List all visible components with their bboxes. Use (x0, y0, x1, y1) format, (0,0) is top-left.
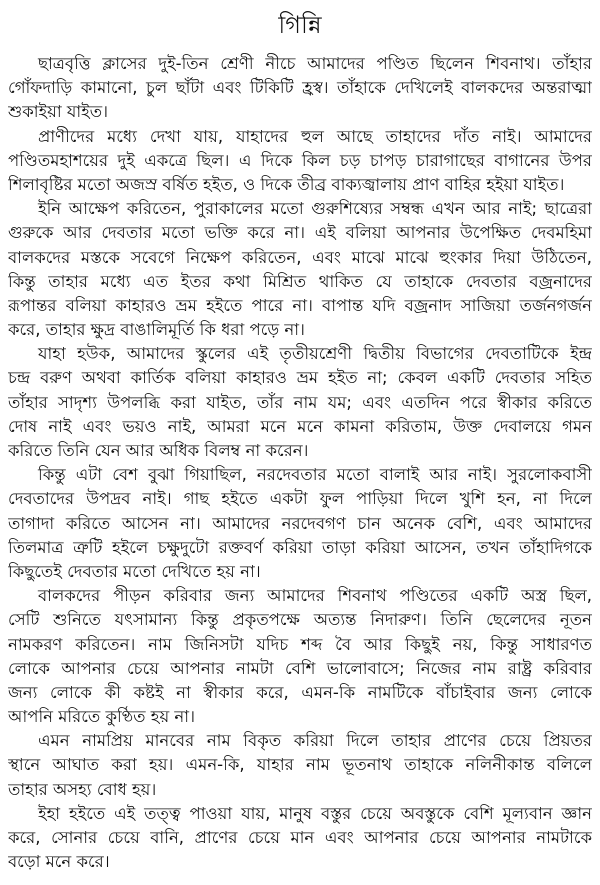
text-line: আপনি মরিতে কুণ্ঠিত হয় না। (8, 707, 195, 727)
text-line: সেটি শুনিতে যৎসামান্য কিন্তু প্রকৃতপক্ষে অত্যন্ত নিদারুণ। তিনি ছেলেদের নূতন (8, 610, 592, 630)
text-line: জন্য লোকে কী কষ্টই না স্বীকার করে, এমন-কি নামটিকে বাঁচাইবার জন্য লোকে (8, 682, 592, 702)
text-line: চন্দ্র বরুণ অথবা কার্তিক বলিয়া কাহারও ভ্রম হইত না; কেবল একটি দেবতার সহিত (8, 368, 592, 388)
text-line: কিন্তু তাহার মধ্যে এত ইতর কথা মিশ্রিত থাকিত যে তাহাকে দেবতার বজ্রনাদের (8, 271, 592, 291)
text-line: তিলমাত্র ত্রুটি হইলে চক্ষুদুটো রক্তবর্ণ করিয়া তাড়া করিয়া আসেন, তখন তাঁহাদিগকে (8, 537, 592, 557)
text-line: করে, তাহার ক্ষুদ্র বাঙালিমূর্তি কি ধরা পড়ে না। (8, 320, 305, 340)
text-line: শুকাইয়া যাইত। (8, 102, 109, 122)
text-line: ইহা হইতে এই তত্ত্ব পাওয়া যায়, মানুষ বস্তুর চেয়ে অবস্তুকে বেশি মূল্যবান জ্ঞান (38, 803, 592, 823)
text-line: স্থানে আঘাত করা হয়। এমন-কি, যাহার নাম ভূতনাথ তাহাকে নলিনীকান্ত বলিলে (8, 755, 592, 775)
text-line: লোকে আপনার চেয়ে আপনার নামটা বেশি ভালোবাসে; নিজের নাম রাষ্ট্র করিবার (8, 658, 592, 678)
text-line: এমন নামপ্রিয় মানবের নাম বিকৃত করিয়া দিলে তাহার প্রাণের চেয়ে প্রিয়তর (38, 731, 592, 751)
text-line: তাহার অসহ্য বোধ হয়। (8, 779, 157, 799)
text-line: দেবতাদের উপদ্রব নাই। গাছ হইতে একটা ফুল পাড়িয়া দিলে খুশি হন, না দিলে (8, 489, 592, 509)
text-line: রূপান্তর বলিয়া কাহারও ভ্রম হইতে পারে না। বাপান্ত যদি বজ্রনাদ সাজিয়া তর্জনগর্জন (8, 295, 592, 315)
text-line: নামকরণ করিতেন। নাম জিনিসটা যদিচ শব্দ বৈ আর কিছুই নয়, কিন্তু সাধারণত (8, 634, 592, 654)
text-line: বালকদের পীড়ন করিবার জন্য আমাদের শিবনাথ পণ্ডিতের একটি অস্ত্র ছিল, (38, 586, 592, 606)
text-line: গোঁফদাড়ি কামানো, চুল ছাঁটা এবং টিকিটি হ্রস্ব। তাঁহাকে দেখিলেই বালকদের অন্তরাত্মা (8, 78, 592, 98)
text-line: কিন্তু এটা বেশ বুঝা গিয়াছিল, নরদেবতার মতো বালাই আর নাই। সুরলোকবাসী (38, 465, 592, 485)
text-line: বড়ো মনে করে। (8, 852, 110, 872)
text-line: বালকদের মস্তকে সবেগে নিক্ষেপ করিতেন, এবং মাঝে মাঝে হুংকার দিয়া উঠিতেন, (8, 247, 592, 267)
text-line: তাঁহার সাদৃশ্য উপলব্ধি করা যাইত, তাঁর নাম যম; এবং এতদিন পরে স্বীকার করিতে (8, 392, 592, 412)
text-line: করিতে তিনি যেন আর অধিক বিলম্ব না করেন। (8, 441, 309, 460)
text-line: পণ্ডিতমহাশয়ের দুই একত্রে ছিল। এ দিকে কিল চড় চাপড় চারাগাছের বাগানের উপর (8, 150, 592, 170)
paragraph (8, 197, 592, 342)
text-line: প্রাণীদের মধ্যে দেখা যায়, যাহাদের হুল আছে তাহাদের দাঁত নাই। আমাদের (38, 126, 592, 146)
text-line: যাহা হউক, আমাদের স্কুলের এই তৃতীয়শ্রেণী দ্বিতীয় বিভাগের দেবতাটিকে ইন্দ্র (38, 344, 592, 364)
paragraph (8, 463, 592, 584)
text-line: শিলাবৃষ্টির মতো অজস্র বর্ষিত হইত, ও দিকে তীব্র বাক্যজ্বালায় প্রাণ বাহির হইয়া যাইত। (8, 174, 565, 194)
text-line: করে, সোনার চেয়ে বানি, প্রাণের চেয়ে মান এবং আপনার চেয়ে আপনার নামটাকে (8, 828, 592, 847)
page-title: গিন্নি (278, 11, 322, 39)
text-line: ইনি আক্ষেপ করিতেন, পুরাকালের মতো গুরুশিষ্যের সম্বন্ধ এখন আর নাই; ছাত্রেরা (38, 199, 592, 219)
document-body (8, 52, 592, 874)
text-line: গুরুকে আর দেবতার মতো ভক্তি করে না। এই বলিয়া আপনার উপেক্ষিত দেবমহিমা (8, 223, 592, 243)
paragraph (8, 802, 592, 875)
text-line: ছাত্রবৃত্তি ক্লাসের দুই-তিন শ্রেণী নীচে আমাদের পণ্ডিত ছিলেন শিবনাথ। তাঁহার (38, 54, 592, 73)
text-line: দোষ নাই এবং ভয়ও নাই, আমরা মনে মনে কামনা করিতাম, উক্ত দেবালয়ে গমন (8, 416, 592, 436)
text-line: তাগাদা করিতে আসেন না। আমাদের নরদেবগণ চান অনেক বেশি, এবং আমাদের (8, 513, 592, 533)
paragraph (8, 584, 592, 729)
paragraph (8, 342, 592, 463)
paragraph (8, 125, 592, 198)
text-line: কিছুতেই দেবতার মতো দেখিতে হয় না। (8, 561, 261, 581)
paragraph (8, 729, 592, 802)
paragraph (8, 52, 592, 125)
